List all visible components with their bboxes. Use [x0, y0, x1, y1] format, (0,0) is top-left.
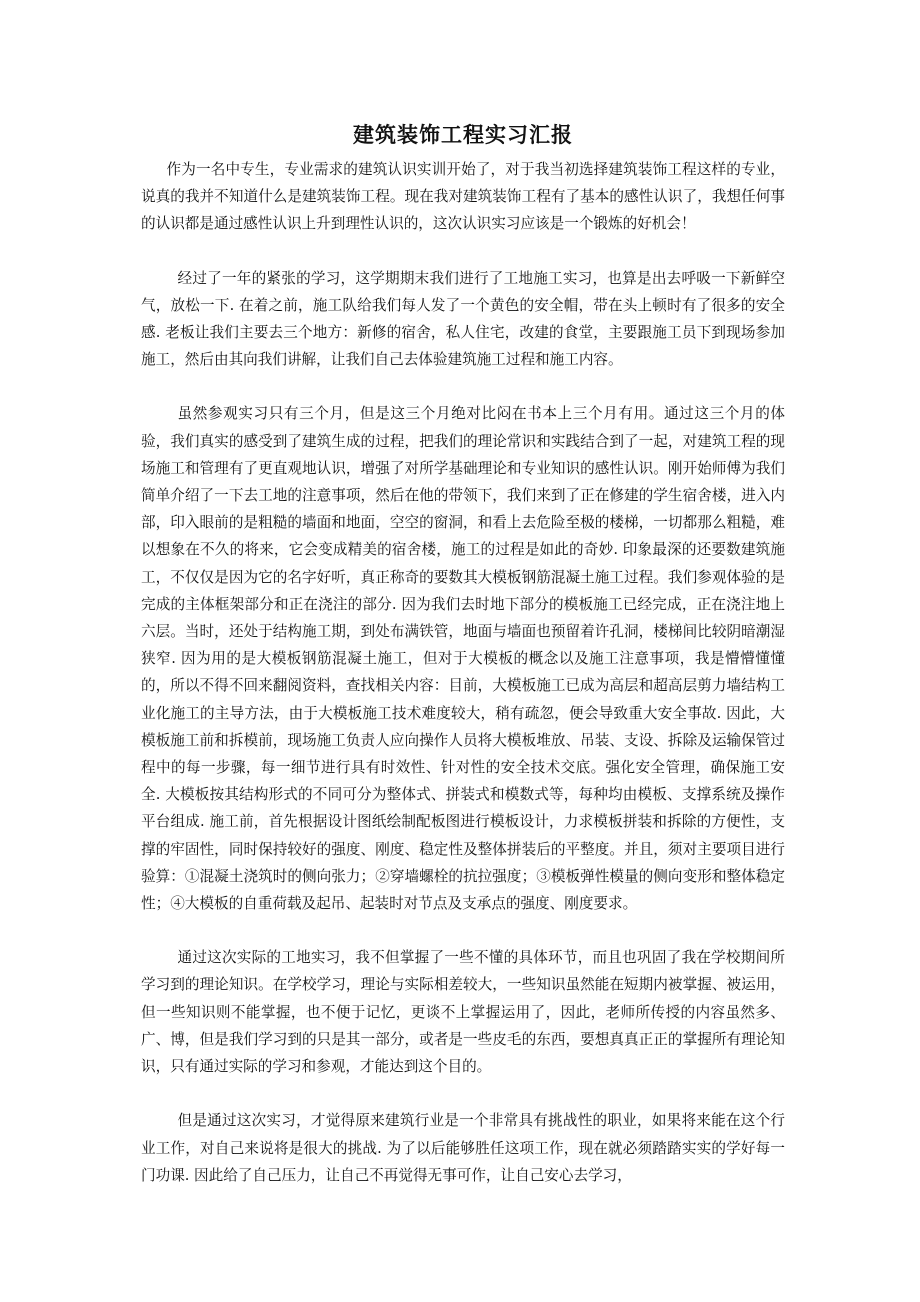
paragraph-intro: 作为一名中专生，专业需求的建筑认识实训开始了，对于我当初选择建筑装饰工程这样的专业，说真的我并不知道什么是建筑装饰工程。现在我对建筑装饰工程有了基本的感性认识了，我想任何事的认识都是通过感性认识上升到理性认识的，这次认识实习应该是一个锻炼的好机会！ — [141, 161, 785, 233]
paragraph-site-practice: 经过了一年的紧张的学习，这学期期末我们进行了工地施工实习，也算是出去呼吸一下新鲜空气，放松一下. 在着之前，施工队给我们每人发了一个黄色的安全帽，带在头上顿时有了很多的安全感. 老板让我们主要去三个地方：新修的宿舍，私人住宅，改建的食堂，主要跟施工员下到现场参加施工，然后由其向我们讲解，让我们自己去体验建筑施工过程和施工内容。 — [141, 269, 785, 369]
document-page — [141, 120, 785, 1216]
paragraph-challenge: 但是通过这次实习，才觉得原来建筑行业是一个非常具有挑战性的职业，如果将来能在这个行业工作，对自己来说将是很大的挑战. 为了以后能够胜任这项工作，现在就必须踏踏实实的学好每一门功课. 因此给了自己压力，让自己不再觉得无事可作，让自己安心去学习， — [141, 1112, 785, 1184]
document-title: 建筑装饰工程实习汇报 — [353, 122, 573, 147]
paragraph-theory-practice: 通过这次实际的工地实习，我不但掌握了一些不懂的具体环节，而且也巩固了我在学校期间所学习到的理论知识。在学校学习，理论与实际相差较大，一些知识虽然能在短期内被掌握、被运用，但一些知识则不能掌握，也不便于记忆，更谈不上掌握运用了，因此，老师所传授的内容虽然多、广、博，但是我们学习到的只是其一部分，或者是一些皮毛的东西，要想真真正正的掌握所有理论知识，只有通过实际的学习和参观，才能达到这个目的。 — [141, 949, 785, 1076]
paragraph-formwork-construction: 虽然参观实习只有三个月，但是这三个月绝对比闷在书本上三个月有用。通过这三个月的体验，我们真实的感受到了建筑生成的过程，把我们的理论常识和实践结合到了一起，对建筑工程的现场施工和管理有了更直观地认识，增强了对所学基础理论和专业知识的感性认识。刚开始师傅为我们简单介绍了一下去工地的注意事项，然后在他的带领下，我们来到了正在修建的学生宿舍楼，进入内部，印入眼前的是粗糙的墙面和地面，空空的窗洞，和看上去危险至极的楼梯，一切都那么粗糙，难以想象在不久的将来，它会变成精美的宿舍楼，施工的过程是如此的奇妙. 印象最深的还要数建筑施工，不仅仅是因为它的名字好听，真正称奇的要数其大模板钢筋混凝土施工过程。我们参观体验的是完成的主体框架部分和正在浇注的部分. 因为我们去时地下部分的模板施工已经完成，正在浇注地上六层。当时，还处于结构施工期，到处布满铁管，地面与墙面也预留着许孔洞，楼梯间比较阴暗潮湿狭窄. 因为用的是大模板钢筋混凝土施工，但对于大模板的概念以及施工注意事项，我是懵懵懂懂的，所以不得不回来翻阅资料，查找相关内容：目前，大模板施工已成为高层和超高层剪力墙结构工业化施工的主导方法，由于大模板施工技术难度较大，稍有疏忽，便会导致重大安全事故. 因此，大模板施工前和拆模前，现场施工负责人应向操作人员将大模板堆放、吊装、支设、拆除及运输保管过程中的每一步骤，每一细节进行具有时效性、针对性的安全技术交底。强化安全管理，确保施工安全. 大模板按其结构形式的不同可分为整体式、拼装式和模数式等，每种均由模板、支撑系统及操作平台组成. 施工前，首先根据设计图纸绘制配板图进行模板设计，力求模板拼装和拆除的方便性，支撑的牢固性，同时保持较好的强度、刚度、稳定性及整体拼装后的平整度。并且，须对主要项目进行验算：①混凝土浇筑时的侧向张力；②穿墙螺栓的抗拉强度；③模板弹性模量的侧向变形和整体稳定性；④大模板的自重荷载及起吊、起装时对节点及支承点的强度、刚度要求。 — [141, 405, 785, 913]
